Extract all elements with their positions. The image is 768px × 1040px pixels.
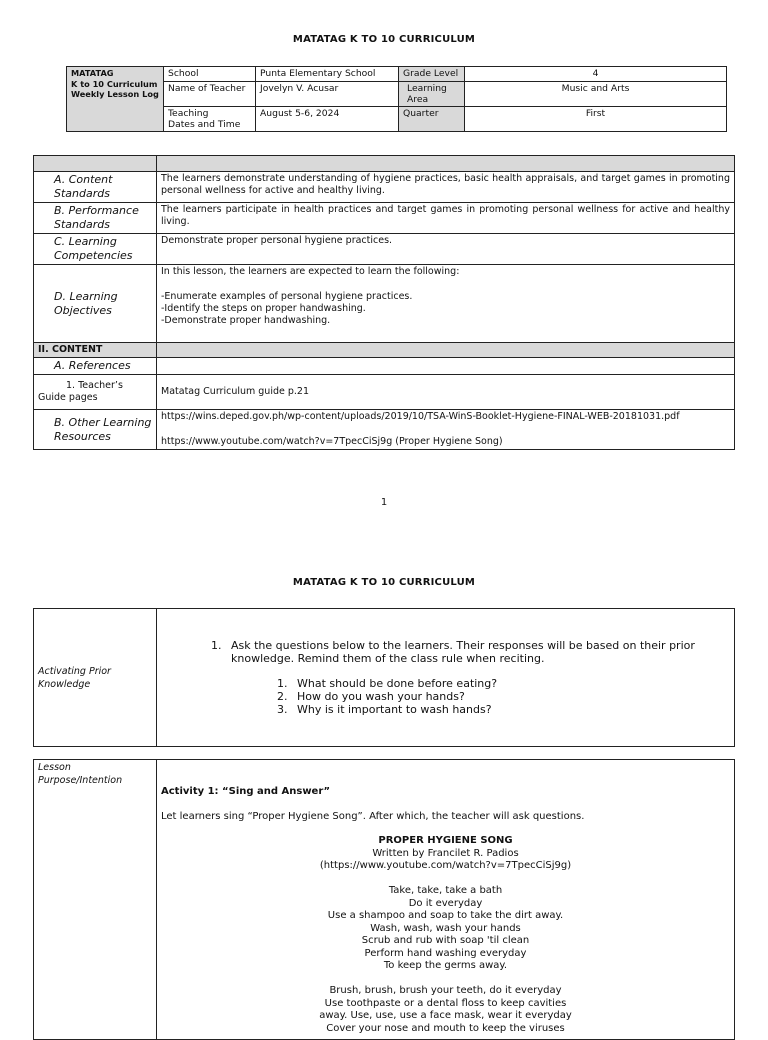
prior-instruction: Ask the questions below to the learners. Their responses will be based on their prior knowledge. Remind them of the class rule when reciting. [231, 639, 695, 665]
school-label: School [164, 67, 256, 82]
lesson-purpose-table [33, 759, 735, 1040]
page-title: MATATAG K TO 10 CURRICULUM [292, 34, 476, 45]
content-standards-text: The learners demonstrate understanding of hygiene practices, basic health appraisals, and target games in promoting personal wellness for active and healthy living. [157, 172, 735, 203]
song-block [161, 835, 730, 1035]
objective-item: -Enumerate examples of personal hygiene practices. [161, 291, 413, 302]
blank-header-cell [157, 156, 735, 172]
log-title-line: MATATAG [71, 68, 114, 78]
song-line: Wash, wash, wash your hands [370, 922, 521, 934]
content-standards-label: A. Content Standards [34, 172, 157, 203]
learning-competencies-text: Demonstrate proper personal hygiene practices. [157, 234, 735, 265]
prior-knowledge-label: Activating Prior Knowledge [34, 609, 157, 747]
lesson-log-title-cell [67, 67, 164, 132]
other-resources-cell [157, 410, 735, 450]
song-line: Use a shampoo and soap to take the dirt away. [327, 910, 564, 921]
song-line: Cover your nose and mouth to keep the viruses [326, 1022, 565, 1034]
content-section-blank [157, 343, 735, 358]
objective-item: -Identify the steps on proper handwashing. [161, 303, 366, 314]
page-title: MATATAG K TO 10 CURRICULUM [292, 577, 476, 588]
song-author: Written by Francilet R. Padios [372, 847, 519, 859]
page-number: 1 [380, 497, 388, 508]
list-number: 1. [211, 639, 222, 652]
grade-value: 4 [465, 67, 727, 82]
lesson-purpose-label: Lesson Purpose/Intention [34, 760, 157, 1040]
resource-link[interactable]: https://www.youtube.com/watch?v=7TpecCiSj9g (Proper Hygiene Song) [161, 436, 503, 447]
learning-objectives-cell [157, 265, 735, 343]
area-label: Learning Area [399, 82, 465, 107]
area-value: Music and Arts [465, 82, 727, 107]
lesson-log-header-table [66, 66, 727, 132]
log-title-line: K to 10 Curriculum [71, 78, 158, 89]
teachers-guide-label: 1. Teacher’s Guide pages [34, 375, 157, 410]
dates-value: August 5-6, 2024 [256, 107, 399, 132]
song-line: To keep the germs away. [383, 960, 508, 971]
song-line: away. Use, use, use a face mask, wear it everyday [319, 1010, 572, 1021]
lesson-purpose-cell [157, 760, 735, 1040]
other-resources-label: B. Other Learning Resources [34, 410, 157, 450]
quarter-value: First [465, 107, 727, 132]
teacher-label: Name of Teacher [164, 82, 256, 107]
prior-knowledge-table [33, 608, 735, 747]
song-line: Scrub and rub with soap 'til clean [361, 935, 530, 946]
resource-link[interactable]: https://wins.deped.gov.ph/wp-content/uploads/2019/10/TSA-WinS-Booklet-Hygiene-FINAL-WEB-20181031.pdf [161, 411, 680, 422]
teacher-value: Jovelyn V. Acusar [256, 82, 399, 107]
learning-competencies-label: C. Learning Competencies [34, 234, 157, 265]
learning-objectives-label: D. Learning Objectives [34, 265, 157, 343]
list-number: 3. [277, 703, 288, 716]
question-item: What should be done before eating? [297, 677, 498, 690]
references-blank [157, 358, 735, 375]
prior-knowledge-cell [157, 609, 735, 747]
song-line: Perform hand washing everyday [364, 947, 527, 959]
song-link[interactable]: (https://www.youtube.com/watch?v=7TpecCiSj9g) [319, 860, 572, 871]
references-label: A. References [34, 358, 157, 375]
performance-standards-label: B. Performance Standards [34, 203, 157, 234]
song-line: Take, take, take a bath [388, 885, 503, 896]
song-line [161, 973, 730, 986]
teachers-guide-value: Matatag Curriculum guide p.21 [157, 375, 735, 410]
dates-label: Teaching Dates and Time [164, 107, 256, 132]
song-line: Brush, brush, brush your teeth, do it everyday [329, 985, 562, 996]
list-number: 1. [277, 677, 288, 690]
objectives-intro: In this lesson, the learners are expected to learn the following: [161, 266, 460, 277]
song-line: Use toothpaste or a dental floss to keep cavities [324, 997, 567, 1009]
activity-title: Activity 1: “Sing and Answer” [161, 786, 331, 797]
grade-label: Grade Level [399, 67, 465, 82]
log-title-line: Weekly Lesson Log [71, 89, 159, 99]
question-item: How do you wash your hands? [297, 690, 465, 703]
standards-table [33, 155, 735, 450]
list-number: 2. [277, 690, 288, 703]
quarter-label: Quarter [399, 107, 465, 132]
blank-header-cell [34, 156, 157, 172]
performance-standards-text: The learners participate in health practices and target games in promoting personal wellness for active and healthy living. [157, 203, 735, 234]
song-line: Do it everyday [408, 897, 483, 909]
objective-item: -Demonstrate proper handwashing. [161, 315, 331, 326]
question-item: Why is it important to wash hands? [297, 703, 492, 716]
school-value: Punta Elementary School [256, 67, 399, 82]
song-title: PROPER HYGIENE SONG [378, 835, 513, 846]
content-section-label: II. CONTENT [34, 343, 157, 358]
activity-instructions: Let learners sing “Proper Hygiene Song”. After which, the teacher will ask questions. [161, 810, 585, 822]
